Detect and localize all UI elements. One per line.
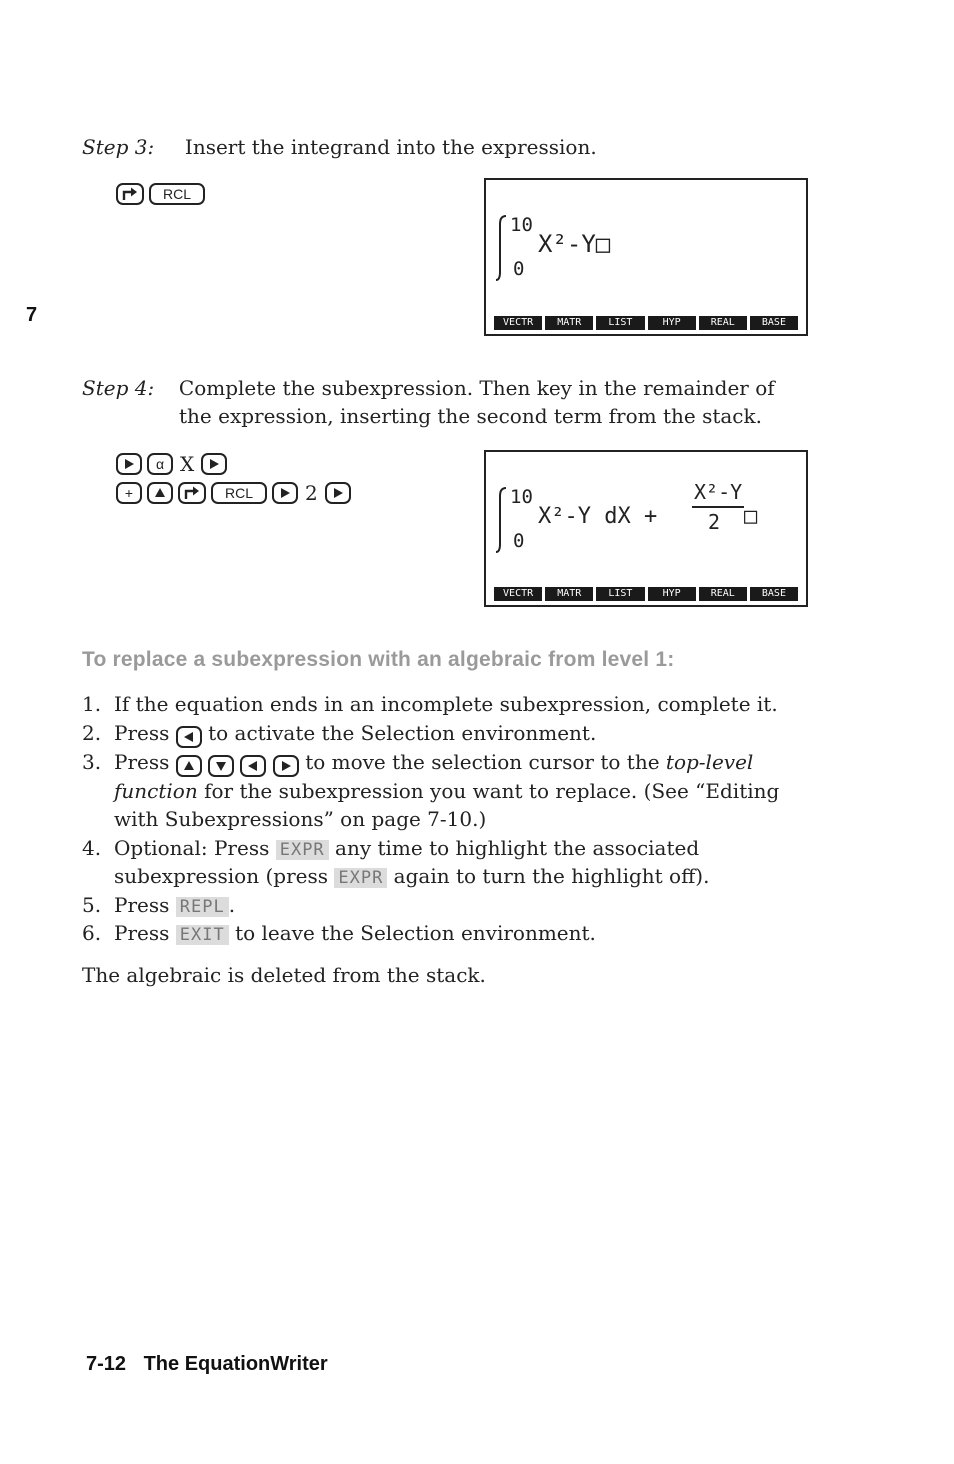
step3-label: Step 3:: [82, 135, 155, 159]
plus-key: +: [116, 482, 142, 504]
menu-vectr: VECTR: [494, 587, 542, 601]
lower-limit: 0: [513, 530, 525, 552]
down-arrow-key: [208, 755, 234, 777]
menu-matr: MATR: [545, 587, 593, 601]
up-arrow-icon: [183, 760, 195, 772]
list-item: 4. Optional: Press EXPR any time to highlight the associated subexpression (press EXPR again to turn the highlight off).: [82, 835, 710, 888]
step4-text-line1: Complete the subexpression. Then key in the remainder of: [178, 376, 775, 400]
step3-instruction: [82, 133, 597, 161]
repl-softkey: REPL: [176, 897, 229, 917]
upper-limit: 10: [510, 214, 533, 236]
alpha-key: α: [147, 453, 173, 475]
menu-list: LIST: [596, 316, 644, 330]
closing-text: The algebraic is deleted from the stack.: [82, 963, 486, 987]
menu-real: REAL: [699, 587, 747, 601]
procedure-heading: To replace a subexpression with an algebraic from level 1:: [82, 648, 675, 671]
integral-sign-icon: [495, 214, 509, 282]
up-arrow-icon: [154, 487, 166, 499]
rcl-key: RCL: [149, 183, 205, 205]
right-arrow-key: [325, 482, 351, 504]
fraction-bar: [692, 506, 744, 508]
upper-limit: 10: [510, 486, 533, 508]
menu-vectr: VECTR: [494, 316, 542, 330]
rcl-key: RCL: [211, 482, 267, 504]
right-arrow-icon: [332, 487, 344, 499]
expr-softkey: EXPR: [276, 840, 329, 860]
right-arrow-key: [273, 755, 299, 777]
integral-sign-icon: [495, 486, 509, 554]
step4-label: Step 4:: [82, 376, 155, 400]
expr-softkey: EXPR: [334, 868, 387, 888]
right-shift-icon: [121, 187, 139, 201]
up-arrow-key: [147, 482, 173, 504]
menu-hyp: HYP: [648, 587, 696, 601]
page-number: 7-12: [86, 1353, 127, 1375]
right-shift-icon: [183, 486, 201, 500]
cursor: □: [744, 504, 758, 529]
step4-instruction: [82, 374, 842, 430]
exit-softkey: EXIT: [176, 925, 229, 945]
integrand-expression: X²-Y□: [538, 230, 611, 258]
chapter-title: The EquationWriter: [143, 1353, 328, 1375]
chapter-tab: 7: [26, 304, 38, 326]
step4-keys-row2: [116, 480, 351, 506]
list-item: 6. Press EXIT to leave the Selection environment.: [82, 921, 596, 945]
fraction-numerator: X²-Y: [694, 480, 743, 504]
list-item: 1. If the equation ends in an incomplete subexpression, complete it.: [82, 692, 778, 716]
x-char: X: [180, 452, 195, 476]
right-arrow-icon: [280, 760, 292, 772]
down-arrow-icon: [215, 760, 227, 772]
procedure-steps: [82, 690, 822, 948]
left-arrow-icon: [183, 731, 195, 743]
right-arrow-key: [201, 453, 227, 475]
up-arrow-key: [176, 755, 202, 777]
right-shift-key: [116, 183, 144, 205]
menu-real: REAL: [699, 316, 747, 330]
menu-bar: [494, 316, 798, 330]
right-arrow-key: [116, 453, 142, 475]
right-arrow-icon: [208, 458, 220, 470]
menu-base: BASE: [750, 587, 798, 601]
lower-limit: 0: [513, 258, 525, 280]
page-footer: [86, 1353, 328, 1376]
left-arrow-icon: [247, 760, 259, 772]
digit-2-char: 2: [305, 481, 318, 505]
menu-hyp: HYP: [648, 316, 696, 330]
left-arrow-key: [240, 755, 266, 777]
list-item: 3. Press to move the selection cursor to the top-level function for the subexpression you want to replace. (See “Editing with Subexpressions” on page 7-10.): [82, 749, 780, 831]
menu-base: BASE: [750, 316, 798, 330]
list-item: 5. Press REPL .: [82, 892, 236, 917]
fraction-denominator: 2: [708, 510, 721, 534]
integrand-expression: X²-Y dX +: [538, 504, 658, 529]
menu-list: LIST: [596, 587, 644, 601]
right-arrow-key: [272, 482, 298, 504]
right-shift-key: [178, 482, 206, 504]
right-arrow-icon: [279, 487, 291, 499]
step3-text: Insert the integrand into the expression.: [184, 135, 597, 159]
step3-keys: [116, 181, 205, 207]
list-item: 2. Press to activate the Selection environment.: [82, 719, 822, 748]
step4-text-line2: the expression, inserting the second term from the stack.: [179, 404, 762, 428]
step3-screen: [484, 178, 808, 336]
menu-bar: [494, 587, 798, 601]
menu-matr: MATR: [545, 316, 593, 330]
step4-keys-row1: [116, 451, 227, 477]
step4-screen: [484, 450, 808, 607]
right-arrow-icon: [123, 458, 135, 470]
left-arrow-key: [176, 726, 202, 748]
